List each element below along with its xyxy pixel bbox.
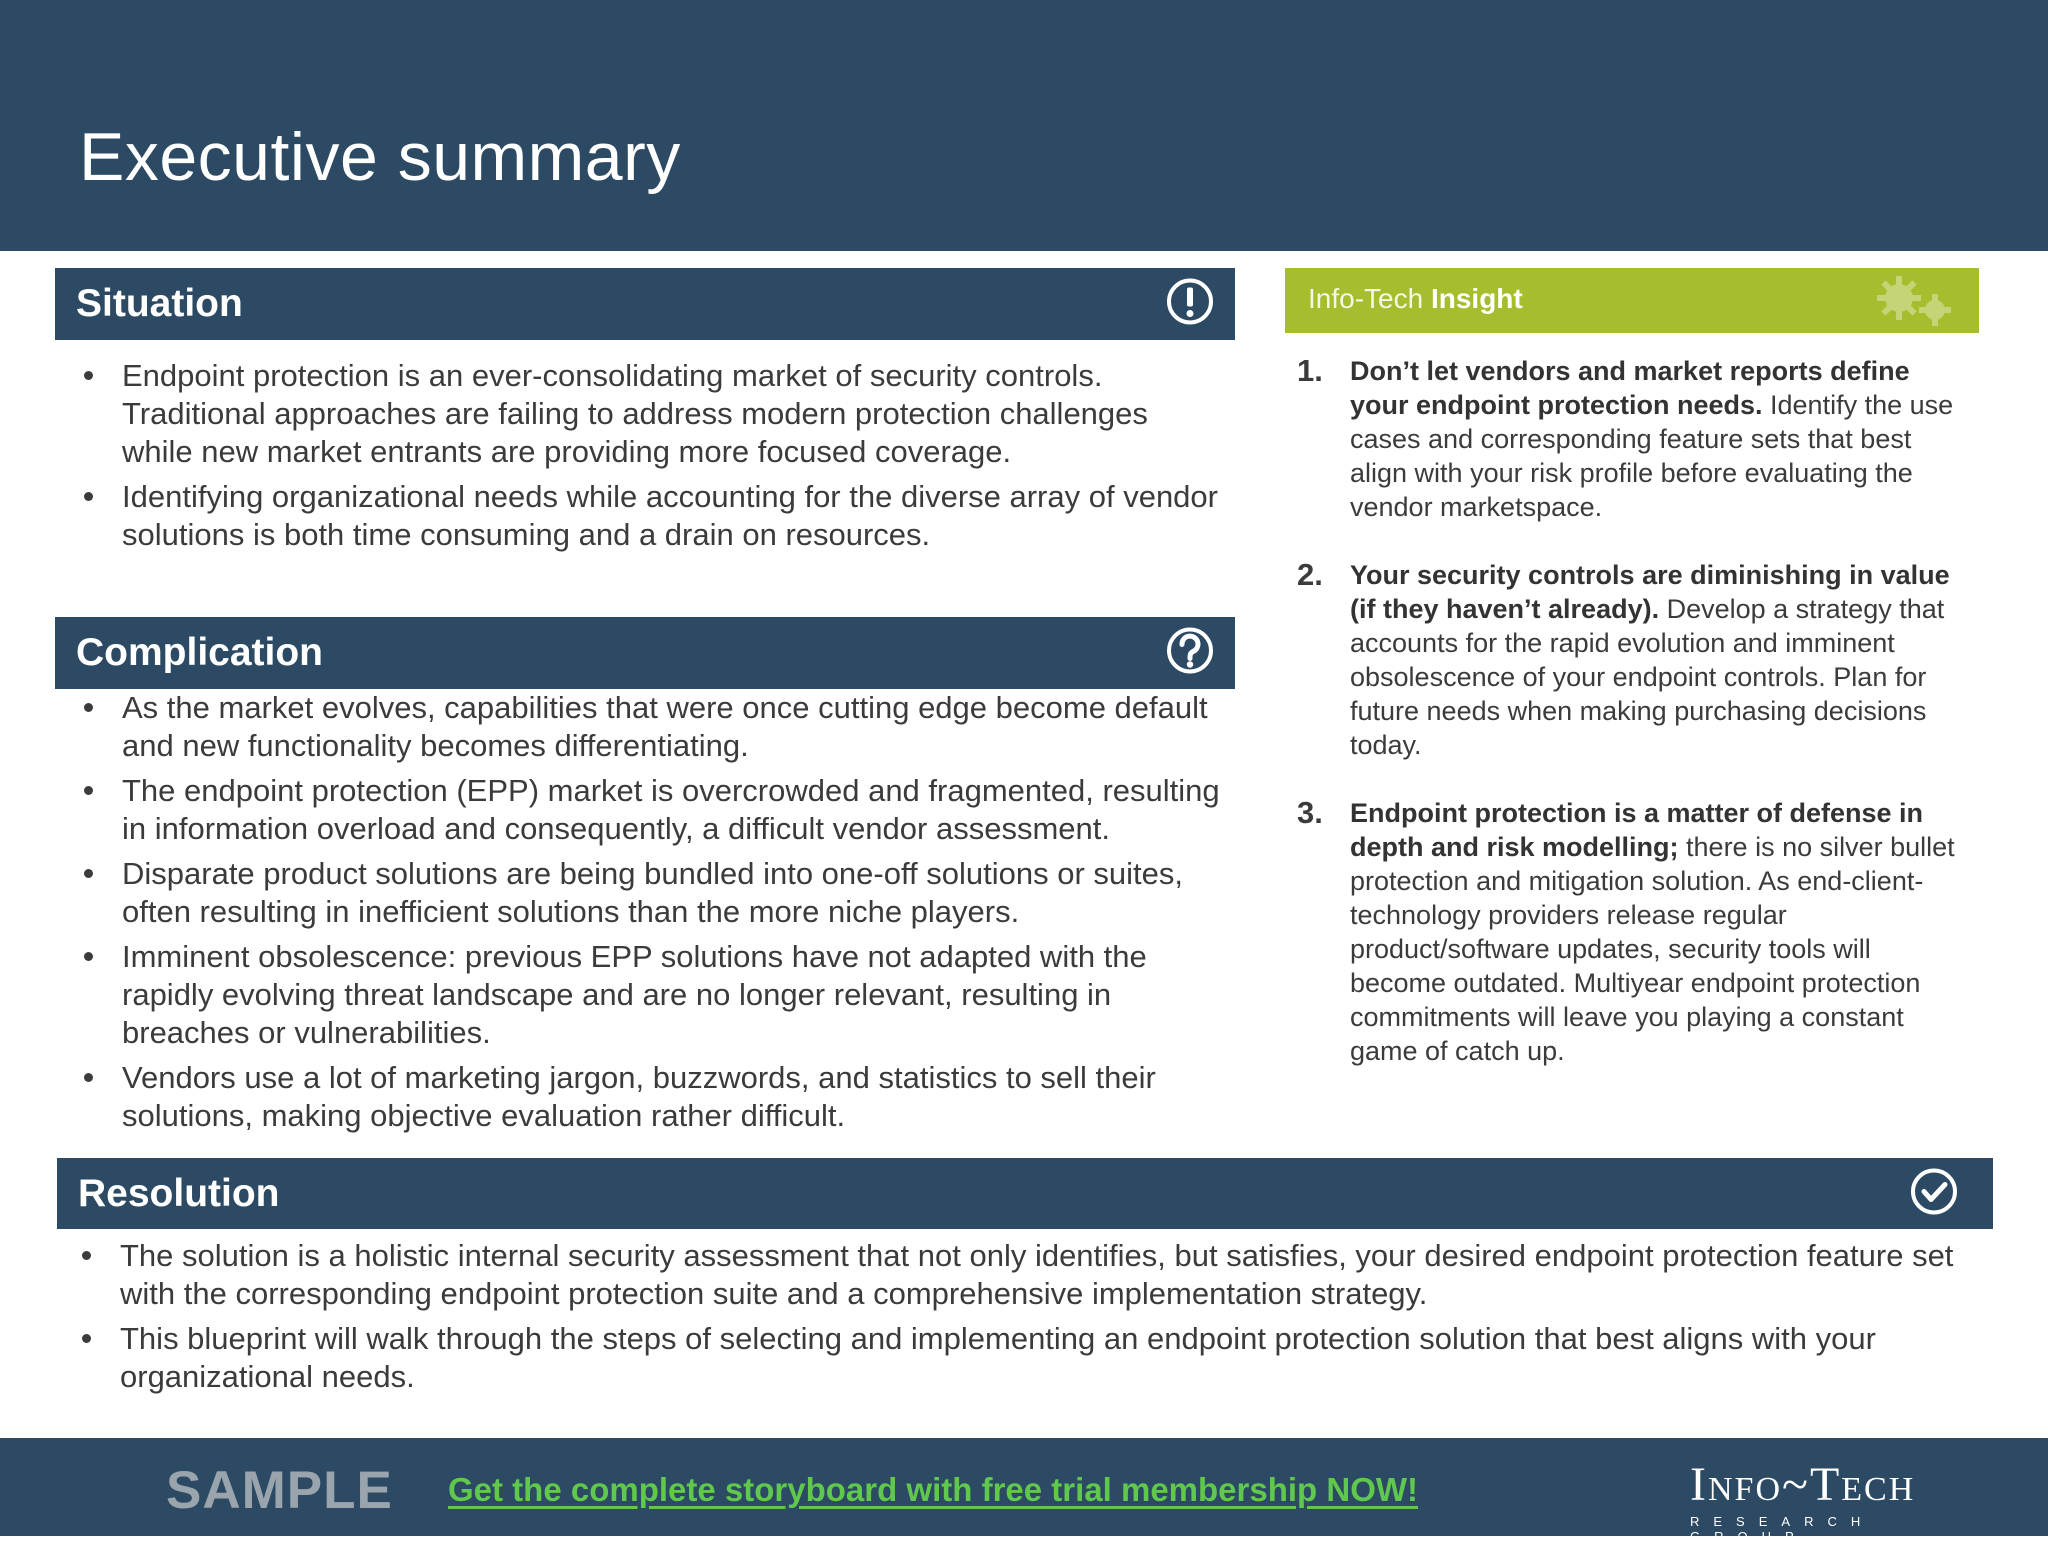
- list-item: Disparate product solutions are being bundled into one-off solutions or suites, often resulting in inefficient solutions than the more niche players.: [81, 855, 1241, 931]
- exclamation-circle-icon: [1165, 277, 1215, 332]
- complication-title: Complication: [76, 631, 324, 674]
- list-item: Endpoint protection is an ever-consolidating market of security controls. Traditional approaches are failing to address modern protection challenges while new market entrants are providing more focused coverage.: [81, 357, 1221, 471]
- checkmark-circle-icon: [1909, 1166, 1959, 1221]
- insight-number: 1.: [1297, 353, 1323, 388]
- list-item: [1297, 796, 1965, 1068]
- info-tech-logo: [1690, 1460, 1980, 1544]
- header-banner: [0, 0, 2048, 251]
- insight-label-strong: Insight: [1430, 283, 1523, 314]
- complication-header: [55, 617, 1235, 689]
- list-item: The endpoint protection (EPP) market is overcrowded and fragmented, resulting in information overload and consequently, a difficult vendor assessment.: [81, 772, 1241, 848]
- insight-number: 2.: [1297, 557, 1323, 592]
- resolution-list: [79, 1237, 1994, 1403]
- resolution-header: [57, 1158, 1993, 1229]
- insight-bold: Don’t let vendors and market reports define your endpoint protection needs.: [1350, 356, 1910, 420]
- resolution-title: Resolution: [78, 1171, 280, 1215]
- list-item: The solution is a holistic internal security assessment that not only identifies, but satisfies, your desired endpoint protection feature set with the corresponding endpoint protection suite and a comprehensive implementation strategy.: [79, 1237, 1994, 1313]
- insight-bold: Endpoint protection is a matter of defense in depth and risk modelling;: [1350, 798, 1924, 862]
- insight-number: 3.: [1297, 795, 1323, 830]
- list-item: As the market evolves, capabilities that were once cutting edge become default and new functionality becomes differentiating.: [81, 689, 1241, 765]
- insight-label-prefix: Info-Tech: [1308, 283, 1424, 314]
- situation-title: Situation: [76, 282, 243, 325]
- list-item: Vendors use a lot of marketing jargon, buzzwords, and statistics to sell their solutions, making objective evaluation rather difficult.: [81, 1059, 1241, 1135]
- sample-label: SAMPLE: [166, 1461, 393, 1520]
- list-item: Identifying organizational needs while accounting for the diverse array of vendor solutions is both time consuming and a drain on resources.: [81, 478, 1221, 554]
- situation-header: [55, 268, 1235, 340]
- insight-text: Identify the use cases and corresponding feature sets that best align with your risk profile before evaluating the vendor marketspace.: [1350, 390, 1954, 522]
- insight-list: [1297, 354, 1965, 1102]
- gears-icon: [1869, 270, 1959, 333]
- insight-text: there is no silver bullet protection and mitigation solution. As end-client-technology providers release regular product/software updates, security tools will become outdated. Multiyear endpoint protection commitments will leave you playing a constant game of catch up.: [1350, 832, 1955, 1066]
- insight-bold: Your security controls are diminishing in value (if they haven’t already).: [1350, 560, 1950, 624]
- question-circle-icon: [1165, 626, 1215, 681]
- logo-subtitle: RESEARCH GROUP: [1690, 1514, 1875, 1544]
- list-item: This blueprint will walk through the steps of selecting and implementing an endpoint protection solution that best aligns with your organizational needs.: [79, 1320, 1994, 1396]
- list-item: [1297, 354, 1965, 524]
- insight-header: [1285, 268, 1979, 333]
- logo-name: Info~Tech: [1690, 1458, 1916, 1511]
- trial-membership-link[interactable]: Get the complete storyboard with free trial membership NOW!: [448, 1471, 1419, 1508]
- list-item: Imminent obsolescence: previous EPP solutions have not adapted with the rapidly evolving threat landscape and are no longer relevant, resulting in breaches or vulnerabilities.: [81, 938, 1241, 1052]
- insight-text: Develop a strategy that accounts for the rapid evolution and imminent obsolescence of your endpoint controls. Plan for future needs when making purchasing decisions today.: [1350, 594, 1945, 760]
- situation-list: [81, 357, 1221, 561]
- page-title: Executive summary: [79, 119, 681, 195]
- footer-banner: [0, 1438, 2048, 1544]
- complication-list: [81, 689, 1241, 1142]
- list-item: [1297, 558, 1965, 762]
- insight-label: [1308, 283, 1523, 315]
